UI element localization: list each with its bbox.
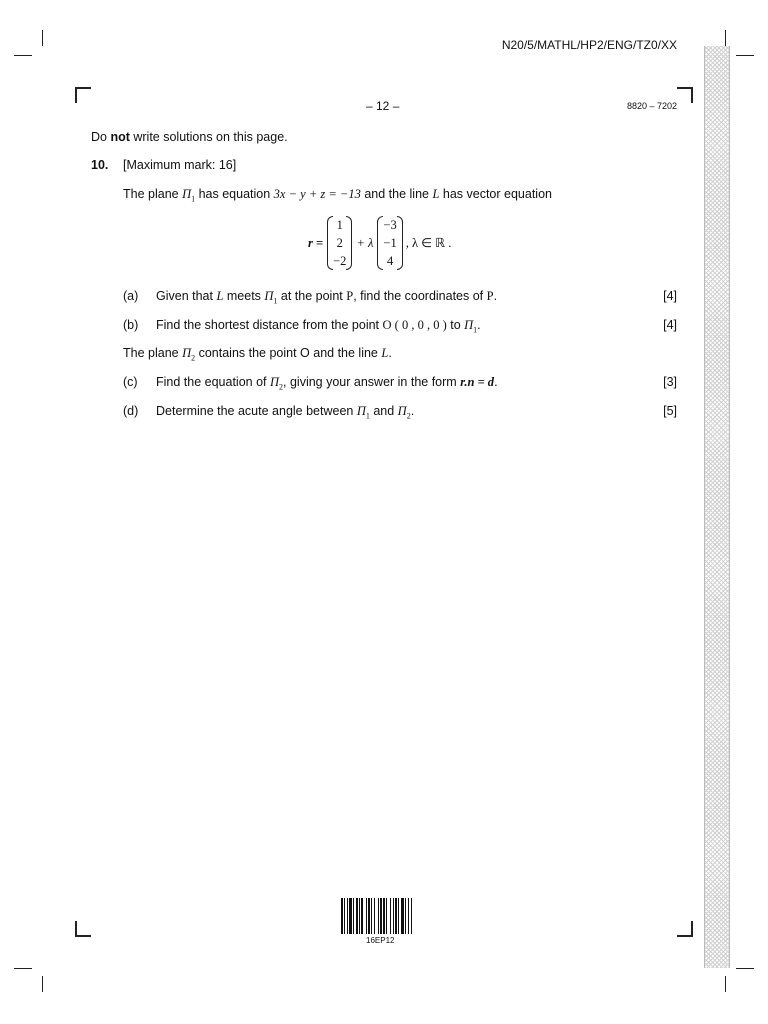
paper-code: N20/5/MATHL/HP2/ENG/TZ0/XX bbox=[501, 38, 677, 52]
plane2-sentence: The plane $\Pi_2$ contains the point O and the line L. bbox=[123, 346, 392, 363]
part-d-marks: [5] bbox=[663, 404, 677, 418]
part-d-label: (d) bbox=[123, 404, 139, 418]
barcode bbox=[341, 898, 427, 934]
corner-bracket bbox=[75, 87, 91, 89]
crop-mark bbox=[725, 30, 726, 46]
plane-equation: 3x − y + z = −13 bbox=[273, 187, 361, 201]
crop-mark bbox=[14, 55, 32, 56]
page-number: – 12 – bbox=[366, 99, 400, 113]
question-number: 10. bbox=[91, 158, 109, 172]
corner-bracket bbox=[677, 935, 693, 937]
barcode-bar bbox=[412, 898, 413, 934]
part-c-label: (c) bbox=[123, 375, 138, 389]
part-d-text: Determine the acute angle between $\Pi_1$ and $\Pi_2$. bbox=[156, 404, 415, 421]
position-vector: 1 2 −2 bbox=[327, 216, 352, 270]
part-b-text: Find the shortest distance from the point O ( 0 , 0 , 0 ) to $\Pi_1$. bbox=[156, 318, 481, 335]
instruction-text: Do not write solutions on this page. bbox=[91, 130, 288, 144]
crop-mark bbox=[42, 30, 43, 46]
barcode-label: 16EP12 bbox=[366, 936, 395, 945]
crop-mark bbox=[725, 976, 726, 992]
crop-mark bbox=[14, 968, 32, 969]
max-mark: [Maximum mark: 16] bbox=[123, 158, 237, 172]
margin-strip bbox=[704, 46, 730, 968]
part-c-marks: [3] bbox=[663, 375, 677, 389]
part-a-marks: [4] bbox=[663, 289, 677, 303]
direction-vector: −3 −1 4 bbox=[377, 216, 402, 270]
corner-bracket bbox=[691, 87, 693, 103]
part-b-label: (b) bbox=[123, 318, 139, 332]
corner-bracket bbox=[75, 935, 91, 937]
part-a-label: (a) bbox=[123, 289, 139, 303]
question-intro: The plane $\Pi_1$ has equation 3x − y + z = −13 and the line L has vector equation bbox=[123, 187, 552, 204]
vector-equation: r = 1 2 −2 + λ −3 −1 4 , λ ∈ ℝ . bbox=[308, 218, 452, 268]
reference-code: 8820 – 7202 bbox=[626, 101, 677, 111]
crop-mark bbox=[736, 55, 754, 56]
corner-bracket bbox=[75, 87, 77, 103]
part-c-text: Find the equation of $\Pi_2$, giving your answer in the form r.n = d. bbox=[156, 375, 498, 392]
part-b-marks: [4] bbox=[663, 318, 677, 332]
part-a-text: Given that L meets $\Pi_1$ at the point P, find the coordinates of P. bbox=[156, 289, 498, 306]
crop-mark bbox=[42, 976, 43, 992]
crop-mark bbox=[736, 968, 754, 969]
